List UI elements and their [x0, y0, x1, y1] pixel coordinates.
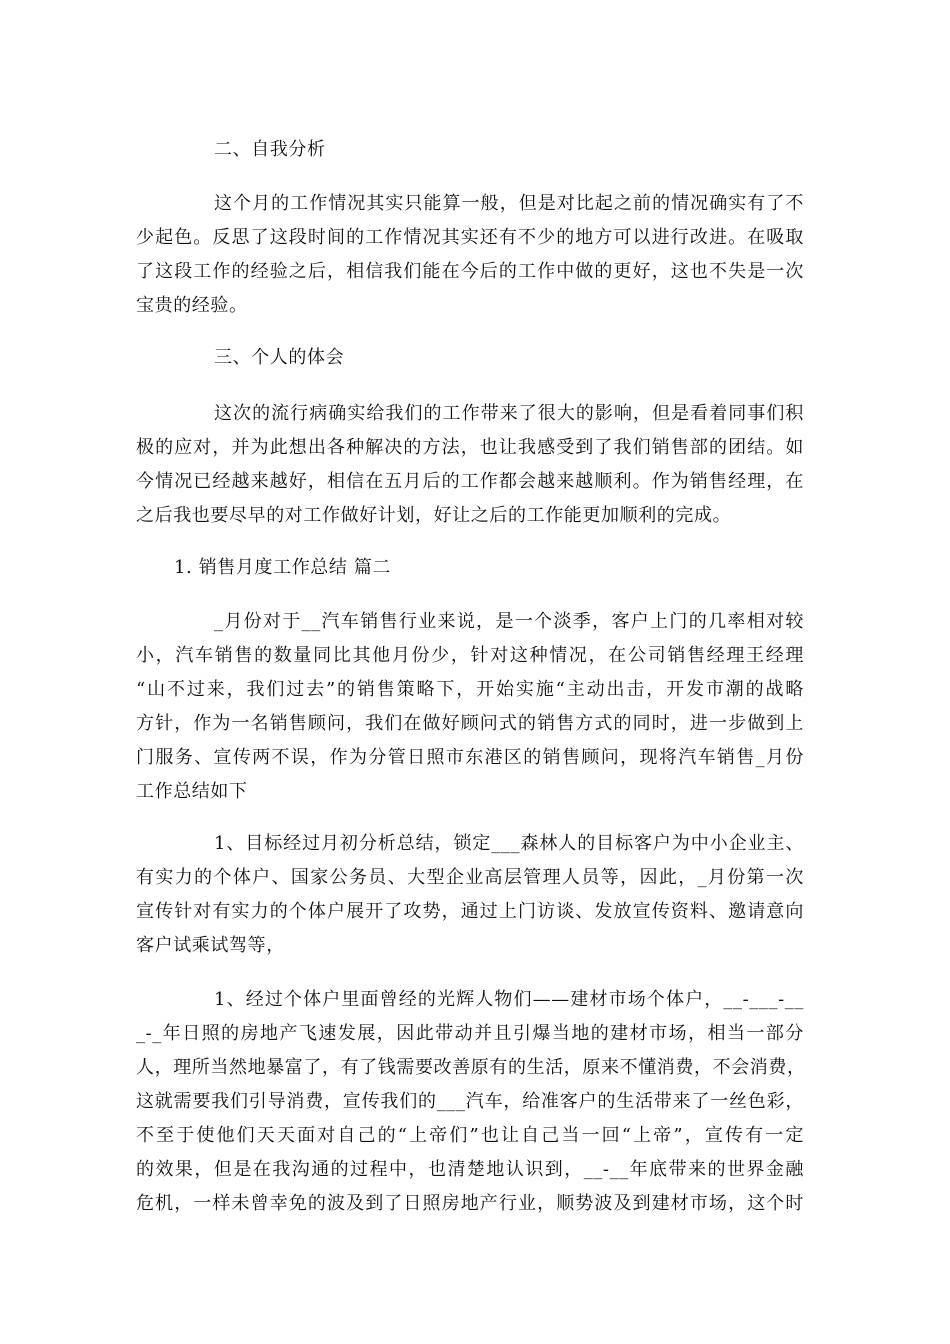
paragraph-line: 1、经过个体户里面曾经的光辉人物们——建材市场个体户，__-___-__ [214, 989, 804, 1010]
paragraph-line: 今情况已经越来越好，相信在五月后的工作都会越来越顺利。作为销售经理，在 [136, 471, 804, 492]
paragraph-line: 有实力的个体户、国家公务员、大型企业高层管理人员等，因此，_月份第一次 [136, 867, 804, 888]
paragraph-line: 了这段工作的经验之后，相信我们能在今后的工作中做的更好，这也不失是一次 [136, 261, 804, 282]
paragraph-line: _-_年日照的房地产飞速发展，因此带动并且引爆当地的建材市场，相当一部分 [136, 1023, 804, 1044]
paragraph-line: 这次的流行病确实给我们的工作带来了很大的影响，但是看着同事们积 [214, 403, 804, 424]
heading-personal-experience: 三、个人的体会 [214, 347, 345, 368]
paragraph-line: 不至于使他们天天面对自己的“上帝们”也让自己当一回“上帝”，宣传有一定 [136, 1125, 804, 1146]
paragraph-line: 客户试乘试驾等， [136, 935, 285, 956]
paragraph-line: 极的应对，并为此想出各种解决的方法，也让我感受到了我们销售部的团结。如 [136, 437, 804, 458]
section-title-part-two: 1. 销售月度工作总结 篇二 [174, 557, 392, 578]
paragraph-line: 之后我也要尽早的对工作做好计划，好让之后的工作能更加顺利的完成。 [136, 505, 732, 526]
paragraph-line: 工作总结如下 [136, 781, 248, 802]
paragraph-line: 宝贵的经验。 [136, 295, 248, 316]
paragraph-line: 宣传针对有实力的个体户展开了攻势，通过上门访谈、发放宣传资料、邀请意向 [136, 901, 804, 922]
heading-self-analysis: 二、自我分析 [214, 139, 326, 160]
paragraph-line: _月份对于__汽车销售行业来说，是一个淡季，客户上门的几率相对较 [214, 611, 804, 632]
paragraph-line: 1、目标经过月初分析总结，锁定___森林人的目标客户为中小企业主、 [214, 833, 804, 854]
paragraph-line: 这个月的工作情况其实只能算一般，但是对比起之前的情况确实有了不 [214, 193, 804, 214]
paragraph-line: 方针，作为一名销售顾问，我们在做好顾问式的销售方式的同时，进一步做到上 [136, 713, 804, 734]
paragraph-line: 门服务、宣传两不误，作为分管日照市东港区的销售顾问，现将汽车销售_月份 [136, 747, 804, 768]
paragraph-line: 的效果，但是在我沟通的过程中，也清楚地认识到，__-__年底带来的世界金融 [136, 1159, 804, 1180]
paragraph-line: 少起色。反思了这段时间的工作情况其实还有不少的地方可以进行改进。在吸取 [136, 227, 804, 248]
paragraph-line: 危机，一样未曾幸免的波及到了日照房地产行业，顺势波及到建材市场，这个时 [136, 1193, 804, 1214]
paragraph-line: 这就需要我们引导消费，宣传我们的___汽车，给准客户的生活带来了一丝色彩， [136, 1091, 804, 1112]
paragraph-line: “山不过来，我们过去”的销售策略下，开始实施“主动出击，开发市潮的战略 [136, 679, 804, 700]
paragraph-line: 人，理所当然地暴富了，有了钱需要改善原有的生活，原来不懂消费，不会消费， [136, 1057, 806, 1078]
paragraph-line: 小，汽车销售的数量同比其他月份少，针对这种情况，在公司销售经理王经理 [136, 645, 804, 666]
